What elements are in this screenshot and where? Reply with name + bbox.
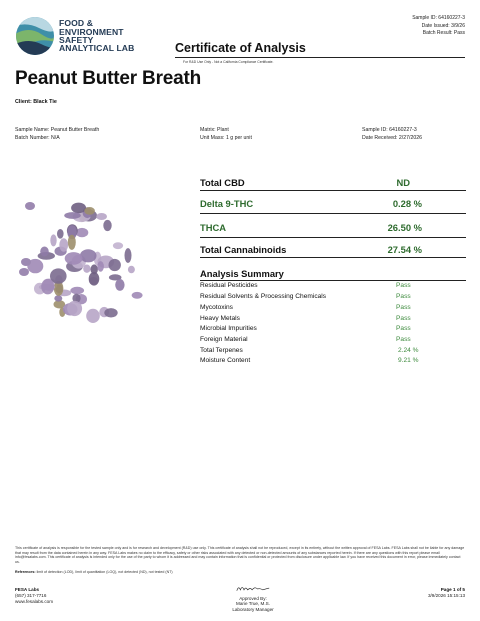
document-title: Certificate of Analysis [175,41,306,55]
analysis-result: Pass [396,315,411,322]
analysis-summary-title: Analysis Summary [200,268,284,279]
bud-shape [40,247,49,257]
lab-logo-icon [15,16,55,56]
analysis-label: Heavy Metals [200,315,240,322]
thca-value: 26.50 % [387,222,422,233]
delta9-thc-row [200,198,466,209]
bud-shape [132,292,143,299]
sample-info-middle [200,126,252,142]
analysis-result: Pass [396,336,411,343]
bud-shape [115,279,124,291]
thca-divider [200,237,466,238]
header-meta [412,15,465,38]
lab-logo [15,13,165,59]
bud-shape [125,248,132,263]
analysis-label: Residual Pesticides [200,282,258,289]
lab-logo-text [59,19,134,53]
header-sample-id: Sample ID: 64160227-3 [412,15,465,21]
bud-shape [103,220,111,231]
brand-line-3: SAFETY [59,35,94,45]
batch-number: Batch Number: N/A [15,135,60,142]
total-cannabinoids-row [200,244,466,255]
total-cbd-value: ND [396,177,410,188]
sample-info-right [362,126,422,142]
bud-shape [65,252,83,265]
analysis-divider [200,280,466,281]
brand-line-1: FOOD & [59,18,94,29]
bud-shape [128,266,135,274]
bud-shape [86,309,100,323]
bud-shape [50,234,56,246]
references-text: limit of detection (LOD), limit of quantitation (LOQ), not detected (ND), not tested (NT) [36,570,173,574]
date-received: Date Received: 2/27/2026 [362,135,422,142]
sample-info-left [15,126,99,142]
thca-label: THCA [200,222,227,233]
bud-shape [84,207,95,215]
approver-name: Marie True, M.S. [236,601,270,607]
lab-contact [15,587,53,605]
analysis-result: 2.24 % [398,347,419,354]
legal-disclaimer: This certificate of analysis is responsible for the tested sample only and is for research and development (R&D) use only. This certificate of analysis shall not be reproduced, except in its entirety, without the written approval of FESA Labs. FESA Labs shall not be liable for any damage that may result from the data contained herein in any way. FESA Labs makes no claim to the efficacy, safety or other risks associated with any detected or non-detected amounts of any substances reported herein. If there are any questions with this report please email info@fesalabs.com. This certificate of analysis is intended only for the use of the party to whom it is addressed and may contain information that is confidential or protected from disclosure under applicable law. If you have received this document in error, please immediately contact us. [15,546,465,564]
delta9-divider [200,213,466,214]
brand-line-2: ENVIRONMENT [59,26,124,37]
bud-shape [80,249,97,262]
analysis-result: Pass [396,325,411,332]
bud-shape [97,261,104,272]
generated-timestamp: 3/9/2026 15:15:13 [427,593,465,598]
bud-shape [67,301,82,316]
header-batch-result: Batch Result: Pass [422,30,465,37]
references [15,570,173,574]
bud-shape [76,228,89,237]
delta9-thc-label: Delta 9-THC [200,198,254,209]
matrix: Matrix: Plant [200,127,229,133]
bud-shape [91,264,98,274]
brand-line-4: ANALYTICAL LAB [59,43,135,54]
header-date-issued: Date Issued: 3/9/26 [421,22,465,29]
bud-shape [96,213,107,220]
analysis-label: Total Terpenes [200,347,243,354]
analysis-label: Foreign Material [200,336,248,343]
total-cannabinoids-value: 27.54 % [387,244,422,255]
analysis-label: Residual Solvents & Processing Chemicals [200,293,327,300]
total-cannabinoids-label: Total Cannabinoids [200,244,287,255]
signature-image [235,584,271,593]
analysis-result: Pass [396,293,411,300]
analysis-label: Microbial Impurities [200,325,257,332]
bud-shape [64,212,81,219]
bud-shape [109,259,121,271]
bud-shape [104,308,117,317]
thca-row [200,222,466,233]
total-divider [200,257,466,258]
total-cbd-label: Total CBD [200,177,245,188]
header-divider [175,57,465,58]
bud-shape [54,295,62,301]
bud-shape [113,242,123,249]
unit-mass: Unit Mass: 1 g per unit [200,135,252,142]
client-name: Client: Black Tie [15,99,57,105]
bud-shape [71,203,86,214]
sample-name: Sample Name: Peanut Butter Breath [15,127,100,133]
approval-block [213,584,293,612]
sample-id: Sample ID: 64160227-3 [362,127,417,133]
references-label: References: [15,570,36,574]
bud-shape [70,287,84,294]
bud-shape [21,258,31,266]
lab-phone: (657) 317-7716 [15,593,47,598]
bud-shape [57,229,64,239]
product-photo [18,192,158,340]
analysis-result: Pass [396,282,411,289]
approver-title: Laboratory Manager [232,606,274,612]
lab-website[interactable]: www.fesalabs.com [15,599,54,604]
bud-shape [41,279,54,295]
lab-name: FESA Labs [15,587,40,592]
analysis-result: 9.21 % [398,357,419,364]
approved-by-label: Approved By: [239,595,267,601]
bud-shape [68,235,76,250]
analysis-result: Pass [396,304,411,311]
rnd-disclaimer: For R&D Use Only - Not a California Compliance Certificate. [183,60,274,64]
page-number: Page 1 of 5 [440,587,465,592]
product-name: Peanut Butter Breath [15,68,202,89]
delta9-thc-value: 0.28 % [392,198,422,209]
total-cbd-row [200,177,466,188]
page-info [428,587,465,599]
bud-shape [25,202,35,210]
analysis-label: Moisture Content [200,357,251,364]
bud-shape [59,238,68,251]
bud-shape [19,268,29,276]
analysis-label: Mycotoxins [200,304,233,311]
cbd-divider [200,190,466,191]
